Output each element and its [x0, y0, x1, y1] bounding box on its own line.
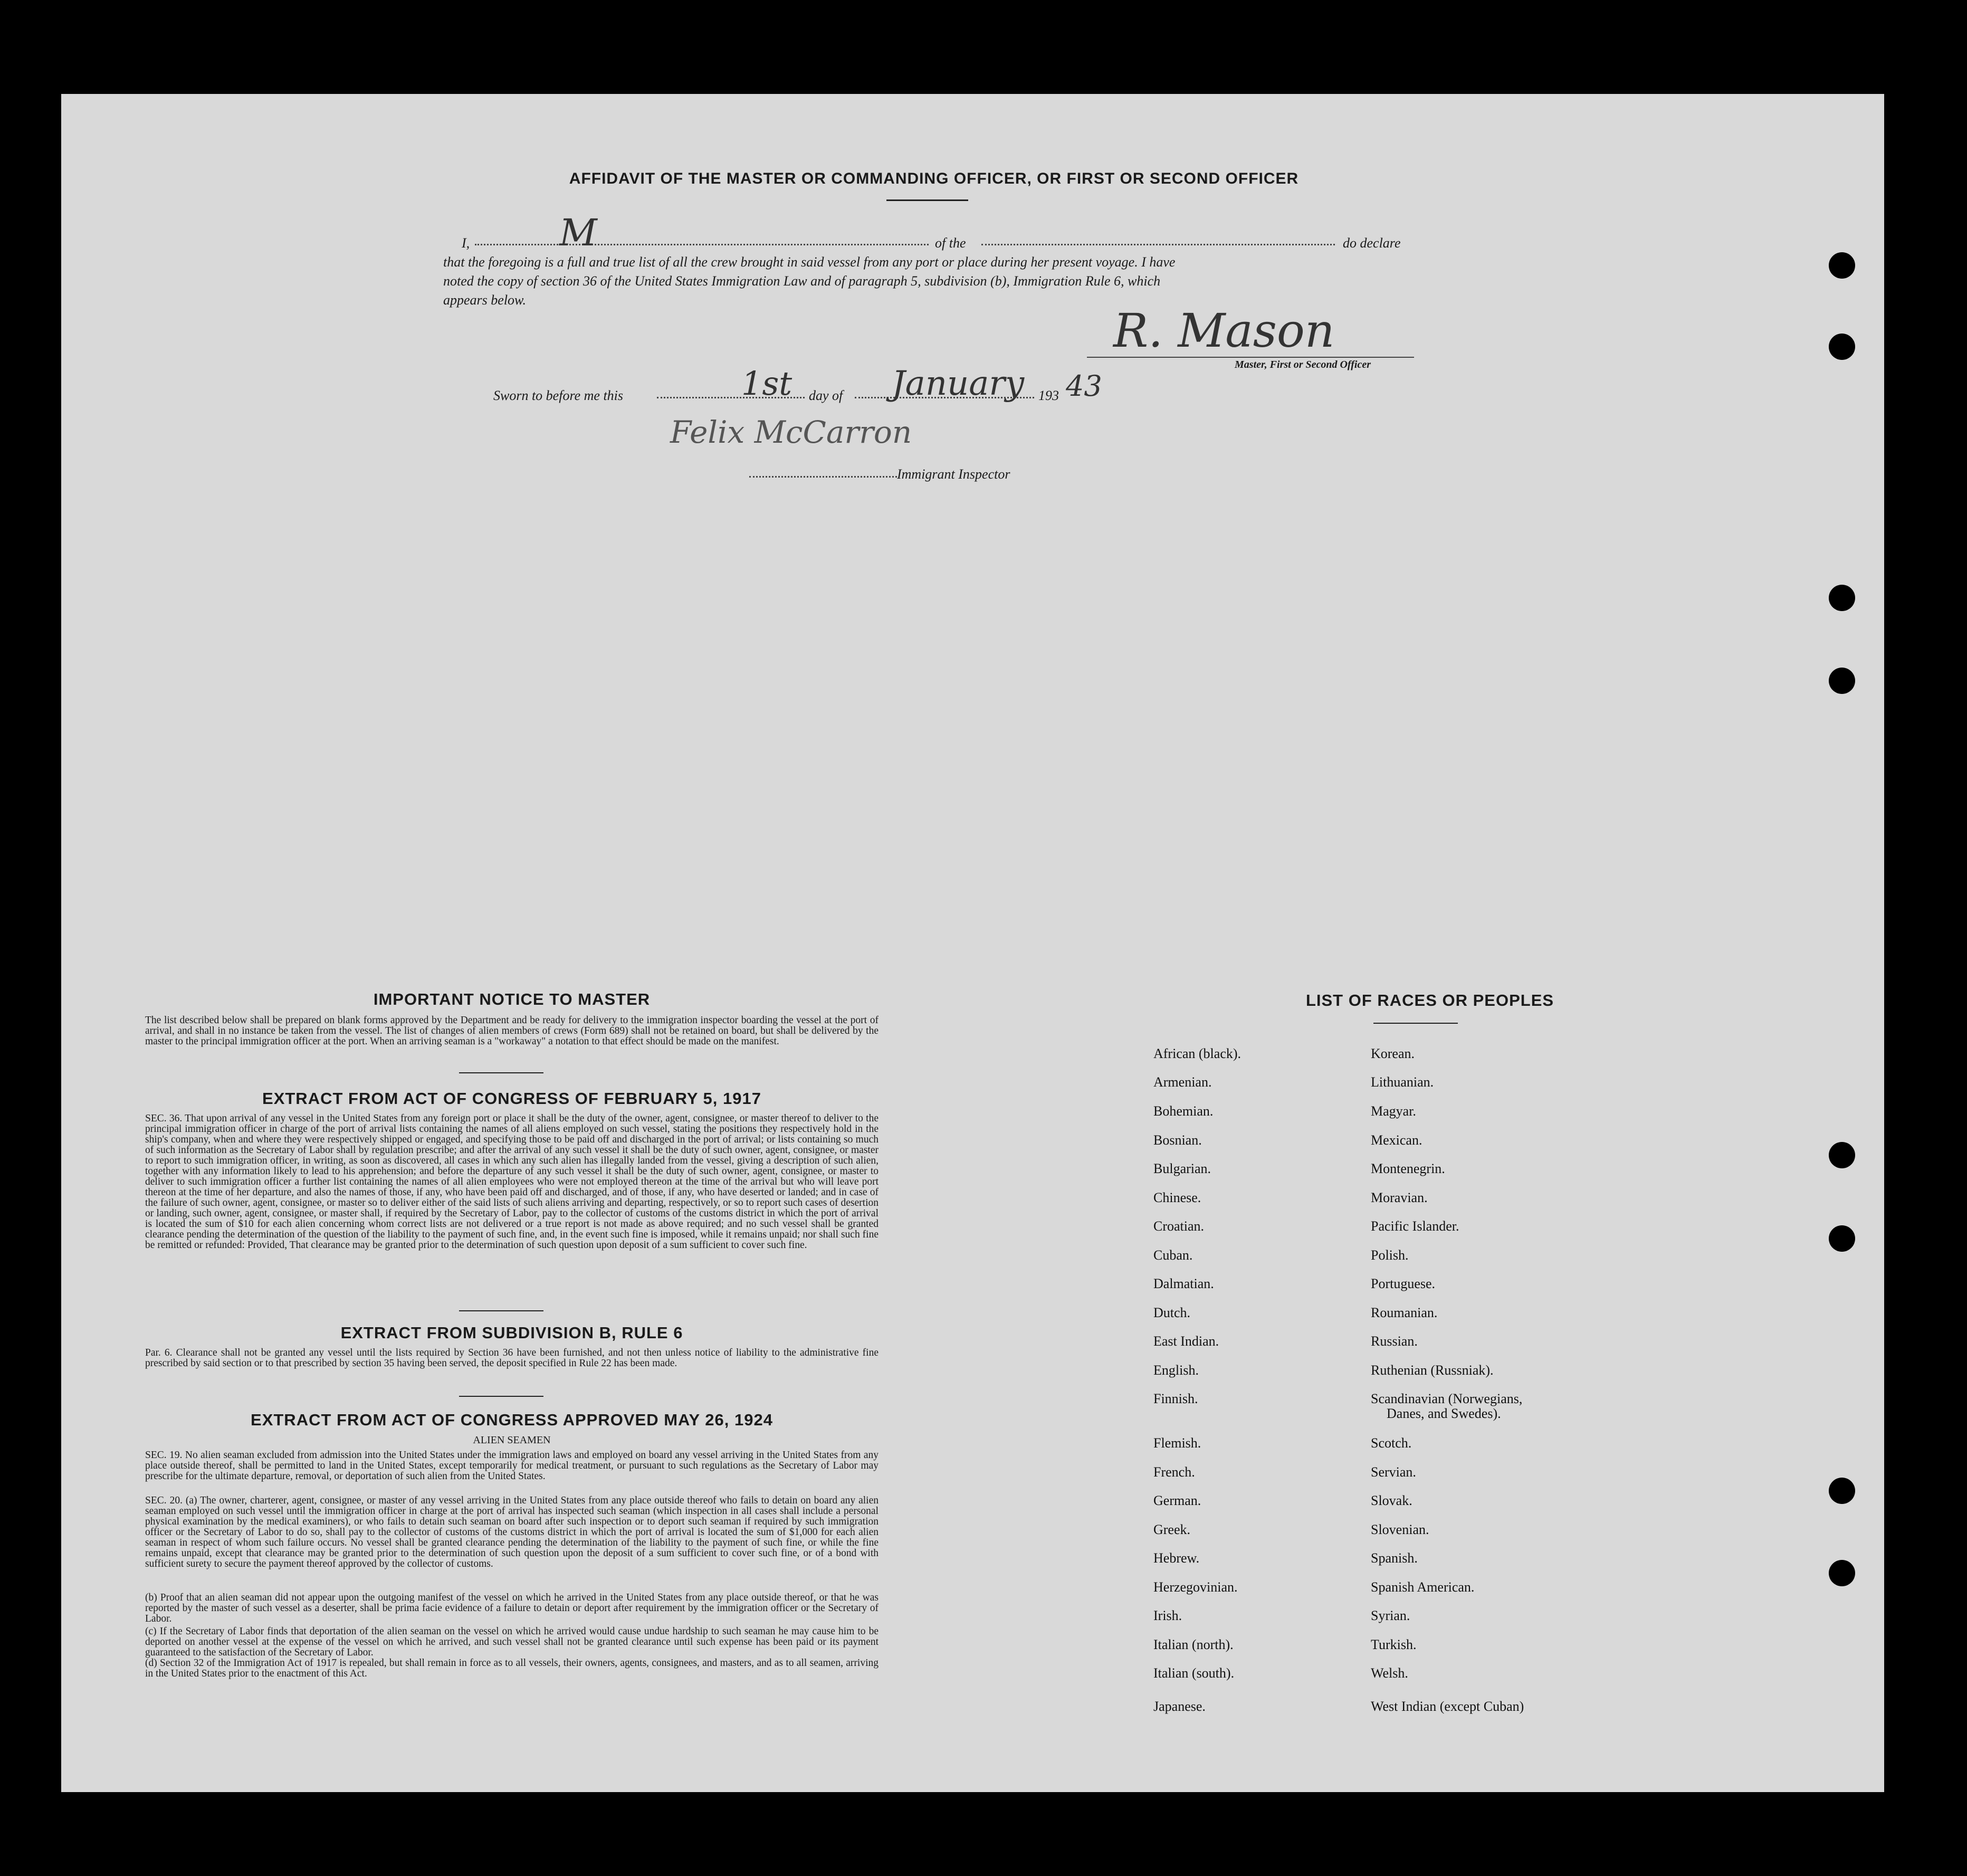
year-prefix: 193: [1038, 388, 1059, 403]
affidavit-line-4: appears below.: [443, 292, 526, 308]
race-item: Syrian.: [1371, 1608, 1410, 1623]
race-item: Spanish.: [1371, 1550, 1418, 1566]
name-blank: [475, 244, 929, 245]
race-item: Finnish.: [1153, 1391, 1198, 1406]
title-underline: [886, 199, 968, 201]
extract-1917-text: SEC. 36. That upon arrival of any vessel in the United States from any foreign port or place it shall be the duty of the owner, agent, consignee, or master thereof to deliver to the principal immigration officer in charge of the port of arrival lists containing the names of all aliens employed on such vessel, stating the positions they respectively hold in the ship's company, when and where they were respectively shipped or engaged, and specifying those to be paid off and discharged in the port of arrival; or lists containing so much of such information as the Secretary of Labor shall by regulation prescribe; and after the arrival of any such vessel it shall be the duty of such owner, agent, consignee, or master to report to such immigration officer, in writing, as soon as discovered, all cases in which any such alien has illegally landed from the vessel, giving a description of such alien, together with any information likely to lead to his apprehension; and before the departure of any such vessel it shall be the duty of such owner, agent, consignee, or master to deliver to such immigration officer a further list containing the names of all alien employees who were not employed thereon at the time of the arrival but who will leave port thereon at the time of her departure, and also the names of those, if any, who have been paid off and discharged, and of those, if any, who have deserted or landed; and in case of the failure of such owner, agent, consignee, or master so to deliver either of the said lists of such aliens arriving and departing, respectively, or so to report such cases of desertion or landing, such owner, agent, consignee, or master shall, if required by the Secretary of Labor, pay to the collector of customs of the customs district in which the port of arrival is located the sum of $10 for each alien concerning whom correct lists are not delivered or a true report is not made as above required; and no such vessel shall be granted clearance pending the determination of the question of the liability to the payment of such fine, and, in the event such fine is imposed, while it remains unpaid; nor shall such fine be remitted or refunded: Provided, That clearance may be granted prior to the determination of such question upon deposit of a sum sufficient to cover such fine.: [145, 1113, 879, 1251]
punch-hole: [1829, 1478, 1855, 1504]
race-item: Korean.: [1371, 1046, 1415, 1061]
punch-hole: [1829, 334, 1855, 360]
race-item: Greek.: [1153, 1522, 1191, 1537]
affidavit-line-2: that the foregoing is a full and true list of all the crew brought in said vessel from any port or place during her present voyage. I have: [443, 254, 1176, 270]
race-item: French.: [1153, 1464, 1195, 1480]
race-item: Magyar.: [1371, 1103, 1416, 1119]
affidavit-of-the-label: of the: [935, 235, 966, 251]
signature-line: [1087, 357, 1414, 358]
punch-hole: [1829, 668, 1855, 694]
race-item: Portuguese.: [1371, 1276, 1436, 1291]
race-item: German.: [1153, 1493, 1201, 1508]
punch-hole: [1829, 1142, 1855, 1168]
notice-title: IMPORTANT NOTICE TO MASTER: [373, 990, 651, 1008]
handwritten-year: 43: [1066, 369, 1102, 403]
race-item: Polish.: [1371, 1248, 1409, 1263]
race-item: Croatian.: [1153, 1218, 1205, 1234]
day-of-label: day of: [809, 388, 843, 403]
handwritten-month: January: [892, 364, 1025, 403]
extract-1924-title: EXTRACT FROM ACT OF CONGRESS APPROVED MAY 26, 1924: [251, 1411, 773, 1429]
affidavit-i-label: I,: [462, 235, 470, 251]
race-item: Italian (north).: [1153, 1637, 1234, 1652]
race-item: English.: [1153, 1363, 1199, 1378]
race-item: Dalmatian.: [1153, 1276, 1214, 1291]
sworn-label: Sworn to before me this: [493, 388, 624, 403]
handwritten-day: 1st: [741, 364, 792, 403]
race-item: Pacific Islander.: [1371, 1218, 1459, 1234]
race-item: Lithuanian.: [1371, 1074, 1434, 1090]
extract-1924-sec20a: SEC. 20. (a) The owner, charterer, agent, consignee, or master of any vessel arriving in the United States from any place outside thereof who fails to detain on board any alien seaman employed on such vessel until the immigration officer in charge at the port of arrival has inspected such seaman (which inspection in all cases shall include a personal physical examination by the medical examiners), or who fails to detain such seaman on board after such inspection or to deport such seaman if required by such immigration officer or the Secretary of Labor to do so, shall pay to the collector of customs of the customs district in which the port of arrival is located the sum of $1,000 for each alien seaman in respect of whom such failure occurs. No vessel shall be granted clearance pending the determination of the liability to the payment of such fine, or while the fine remains unpaid, except that clearance may be granted prior to the determination of such question upon the deposit of a sum sufficient to cover such fine, or of a bond with sufficient surety to secure the payment thereof approved by the collector of customs.: [145, 1495, 879, 1569]
race-item: Bulgarian.: [1153, 1161, 1211, 1176]
extract-rule6-text: Par. 6. Clearance shall not be granted any vessel until the lists required by Section 36 have been furnished, and not then unless notice of liability to the administrative fine prescribed by said section or to that prescribed by section 35 having been served, the deposit specified in Rule 22 has been made.: [145, 1347, 879, 1369]
race-item: East Indian.: [1153, 1334, 1219, 1349]
affidavit-do-declare-label: do declare: [1343, 235, 1401, 251]
race-item: Montenegrin.: [1371, 1161, 1445, 1176]
race-item: Danes, and Swedes).: [1387, 1406, 1501, 1421]
punch-hole: [1829, 585, 1855, 611]
race-item: Turkish.: [1371, 1637, 1417, 1652]
race-item: Ruthenian (Russniak).: [1371, 1363, 1494, 1378]
punch-hole: [1829, 1225, 1855, 1252]
inspector-signature: Felix McCarron: [670, 414, 912, 450]
race-item: Hebrew.: [1153, 1550, 1200, 1566]
race-item: Russian.: [1371, 1334, 1418, 1349]
inspector-caption: Immigrant Inspector: [897, 466, 1010, 482]
race-item: Japanese.: [1153, 1699, 1206, 1714]
extract-1924-sec20b: (b) Proof that an alien seaman did not appear upon the outgoing manifest of the vessel on which he arrived in the United States from any place outside thereof, or that he was reported by the master of such vessel as a deserter, shall be prima facie evidence of a failure to detain or deport after requirement by the immigration officer or the Secretary of Labor.: [145, 1592, 879, 1624]
extract-rule6-title: EXTRACT FROM SUBDIVISION B, RULE 6: [340, 1323, 683, 1342]
punch-hole: [1829, 252, 1855, 279]
race-item: Spanish American.: [1371, 1579, 1475, 1595]
punch-hole: [1829, 1560, 1855, 1586]
affidavit-line-3: noted the copy of section 36 of the United States Immigration Law and of paragraph 5, subdivision (b), Immigration Rule 6, which: [443, 273, 1161, 289]
section-divider: [459, 1310, 543, 1311]
race-item: Herzegovinian.: [1153, 1579, 1238, 1595]
race-item: Dutch.: [1153, 1305, 1191, 1320]
race-item: Roumanian.: [1371, 1305, 1438, 1320]
master-caption: Master, First or Second Officer: [1235, 359, 1371, 370]
race-item: Welsh.: [1371, 1665, 1408, 1681]
race-item: Mexican.: [1371, 1132, 1422, 1148]
race-item: Italian (south).: [1153, 1665, 1235, 1681]
extract-1917-title: EXTRACT FROM ACT OF CONGRESS OF FEBRUARY 5, 1917: [262, 1089, 761, 1108]
section-divider: [459, 1396, 543, 1397]
race-item: Irish.: [1153, 1608, 1182, 1623]
notice-text: The list described below shall be prepared on blank forms approved by the Department and be ready for delivery to the immigration inspector boarding the vessel at the port of arrival, and shall in no instance be taken from the vessel. The list of changes of alien members of crews (Form 689) shall not be retained on board, but shall be delivered by the master to the principal immigration officer at the port. When an arriving seaman is a "workaway" a notation to that effect should be made on the manifest.: [145, 1015, 879, 1047]
race-item: Cuban.: [1153, 1248, 1193, 1263]
extract-1924-sec19: SEC. 19. No alien seaman excluded from admission into the United States under the immigration laws and employed on board any vessel arriving in the United States from any place outside thereof, shall be permitted to land in the United States, except temporarily for medical treatment, or pursuant to such regulations as the Secretary of Labor may prescribe for the ultimate departure, removal, or deportation of such alien from the United States.: [145, 1450, 879, 1482]
race-item: Servian.: [1371, 1464, 1416, 1480]
race-item: Scandinavian (Norwegians,: [1371, 1391, 1523, 1406]
inspector-blank: [749, 476, 897, 478]
race-item: Flemish.: [1153, 1435, 1201, 1451]
race-item: Slovenian.: [1371, 1522, 1429, 1537]
affidavit-title: AFFIDAVIT OF THE MASTER OR COMMANDING OFFICER, OR FIRST OR SECOND OFFICER: [569, 170, 1299, 187]
section-divider: [459, 1072, 543, 1073]
races-title-underline: [1373, 1023, 1458, 1024]
race-item: African (black).: [1153, 1046, 1242, 1061]
master-signature: R. Mason: [1113, 303, 1335, 358]
race-item: Moravian.: [1371, 1190, 1428, 1205]
extract-1924-subtitle: ALIEN SEAMEN: [473, 1434, 551, 1446]
vessel-blank: [981, 244, 1335, 245]
race-item: Slovak.: [1371, 1493, 1412, 1508]
race-item: Scotch.: [1371, 1435, 1412, 1451]
extract-1924-sec20c: (c) If the Secretary of Labor finds that deportation of the alien seaman on the vessel on which he arrived would cause undue hardship to such seaman he may cause him to be deported on another vessel at the expense of the vessel on which he arrived, and such vessel shall not be granted clearance until such expense has been paid or its payment guaranteed to the satisfaction of the Secretary of Labor.: [145, 1626, 879, 1658]
handwritten-initial: M: [559, 211, 597, 254]
race-item: Bosnian.: [1153, 1132, 1202, 1148]
extract-1924-sec20d: (d) Section 32 of the Immigration Act of 1917 is repealed, but shall remain in force as to all vessels, their owners, agents, consignees, and masters, and as to all seamen, arriving in the United States prior to the enactment of this Act.: [145, 1658, 879, 1679]
race-item: Armenian.: [1153, 1074, 1212, 1090]
race-item: Chinese.: [1153, 1190, 1201, 1205]
race-item: West Indian (except Cuban): [1371, 1699, 1524, 1714]
race-item: Bohemian.: [1153, 1103, 1214, 1119]
races-title: LIST OF RACES OR PEOPLES: [1305, 991, 1554, 1010]
